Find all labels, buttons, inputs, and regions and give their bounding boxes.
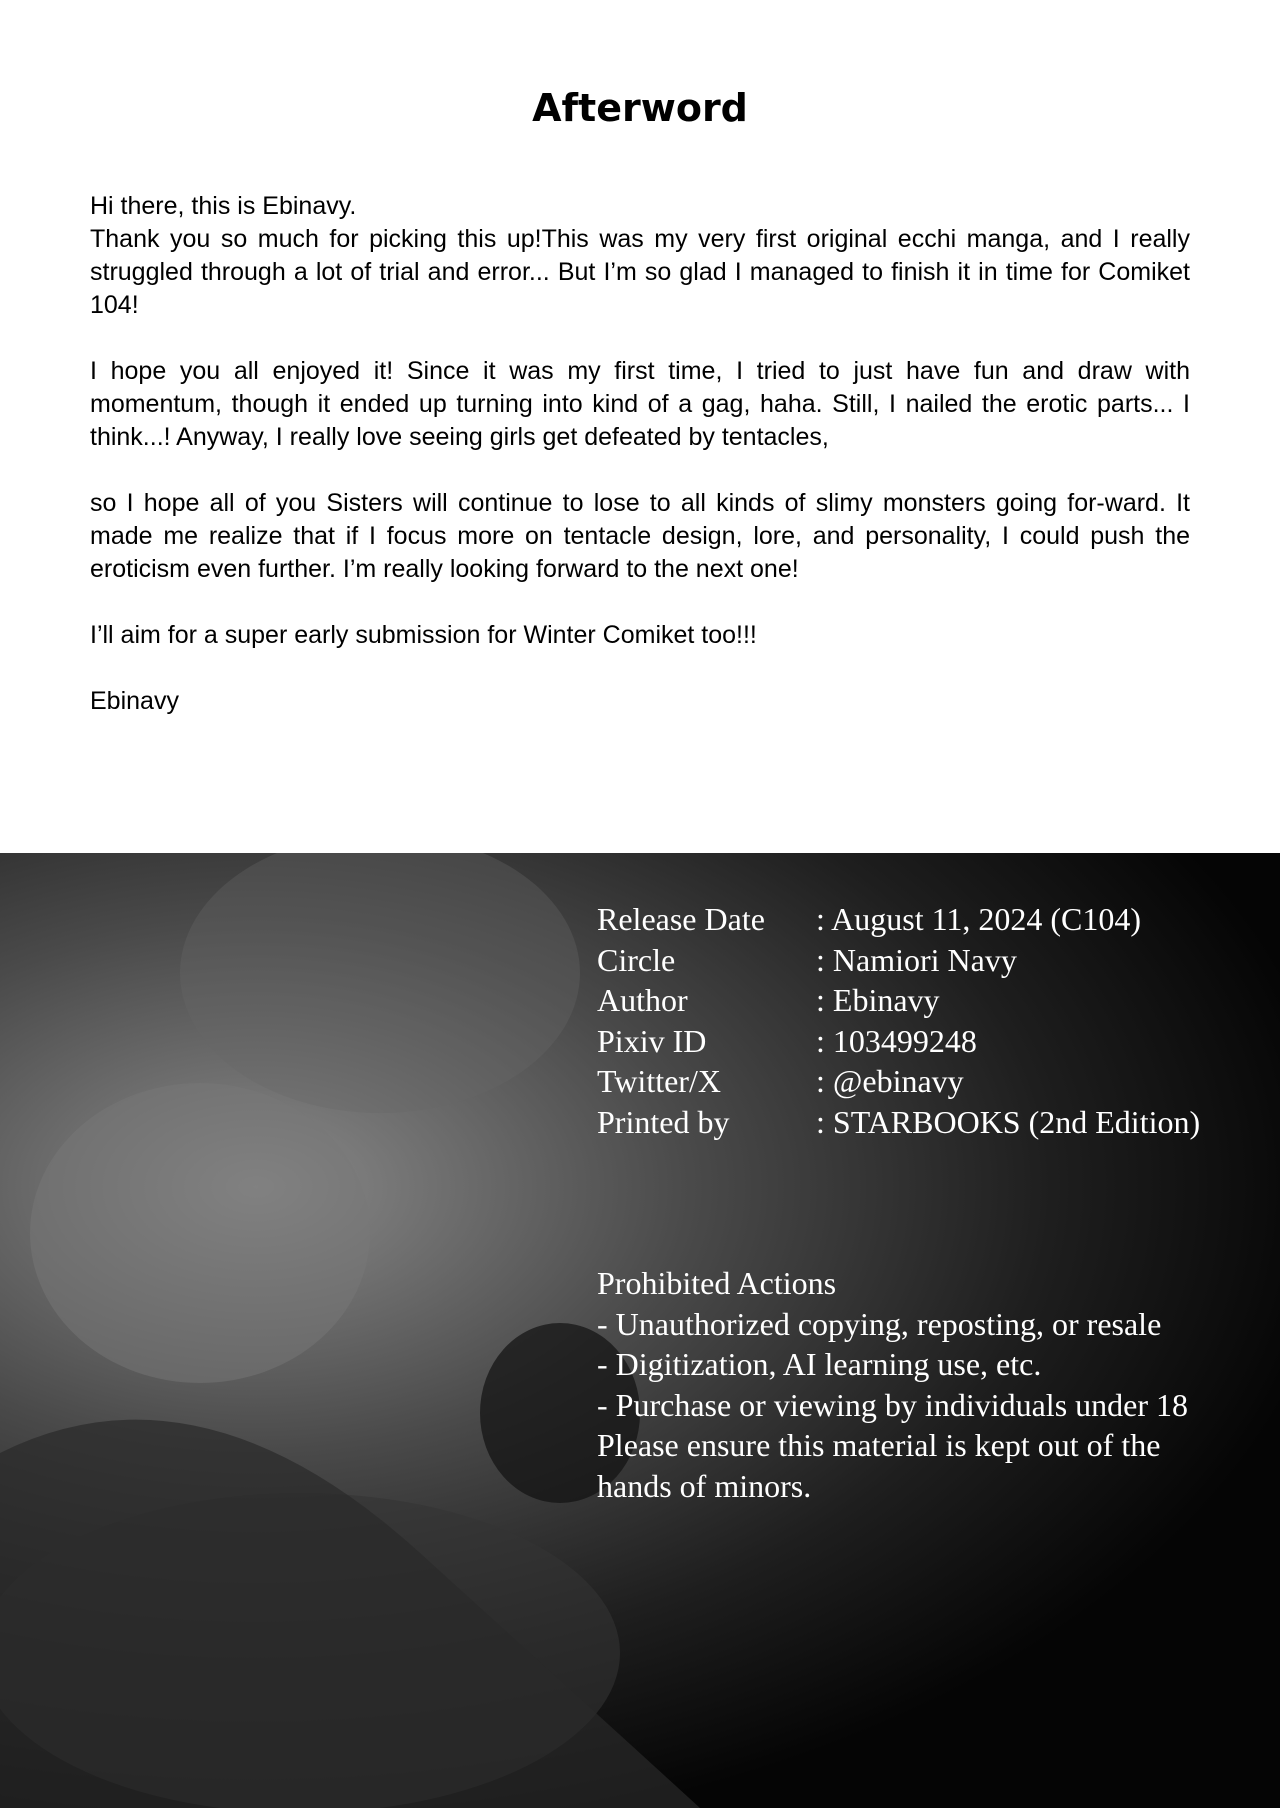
info-value: : Namiori Navy <box>816 941 1017 978</box>
page-title: Afterword <box>532 86 748 130</box>
info-value: : August 11, 2024 (C104) <box>816 901 1142 937</box>
info-label: Release Date <box>597 901 765 937</box>
prohibited-heading: Prohibited Actions <box>597 1265 837 1301</box>
info-row <box>597 1021 1200 1062</box>
info-row <box>597 1102 1200 1143</box>
notice-line: Please ensure this material is kept out of the <box>597 1427 1161 1463</box>
info-value: : 103499248 <box>816 1022 977 1059</box>
colophon-info <box>597 899 1200 1142</box>
greeting: Hi there, this is Ebinavy. <box>90 192 357 220</box>
info-label: Pixiv ID <box>597 1022 707 1059</box>
paragraph-text: Thank you so much for picking this up!This was my very first original ecchi manga, and I really struggled through a lot of trial and error... But I’m so glad I managed to finish it in time for Comiket 104! <box>90 225 1190 319</box>
afterword-body <box>90 190 1190 751</box>
info-row <box>597 980 1200 1021</box>
info-label: Twitter/X <box>597 1063 721 1099</box>
info-label: Circle <box>597 941 676 978</box>
notice-line: hands of minors. <box>597 1467 812 1504</box>
signature: Ebinavy <box>90 687 179 715</box>
paragraph: so I hope all of you Sisters will continue to lose to all kinds of slimy monsters going for-ward. It made me realize that if I focus more on tentacle design, lore, and personality, I could push the eroticism even further. I’m really looking forward to the next one! <box>90 489 1190 583</box>
paragraph <box>90 190 1190 322</box>
info-value: : Ebinavy <box>816 982 940 1018</box>
prohibited-item: - Digitization, AI learning use, etc. <box>597 1346 1042 1382</box>
paragraph: I’ll aim for a super early submission for Winter Comiket too!!! <box>90 621 757 649</box>
info-label: Printed by <box>597 1103 730 1140</box>
colophon-section <box>0 853 1280 1808</box>
info-label: Author <box>597 982 688 1018</box>
info-value: : STARBOOKS (2nd Edition) <box>816 1103 1201 1140</box>
info-row <box>597 899 1200 940</box>
info-row <box>597 940 1200 981</box>
paragraph: I hope you all enjoyed it! Since it was my first time, I tried to just have fun and draw with momentum, though it ended up turning into kind of a gag, haha. Still, I nailed the erotic parts... I think...! Anyway, I really love seeing girls get defeated by tentacles, <box>90 357 1190 451</box>
info-value: : @ebinavy <box>816 1063 964 1099</box>
info-row <box>597 1061 1200 1102</box>
prohibited-item: - Unauthorized copying, reposting, or resale <box>597 1305 1162 1342</box>
afterword-section <box>0 0 1280 853</box>
prohibited-item: - Purchase or viewing by individuals under 18 <box>597 1386 1188 1423</box>
prohibited-actions <box>597 1263 1188 1506</box>
